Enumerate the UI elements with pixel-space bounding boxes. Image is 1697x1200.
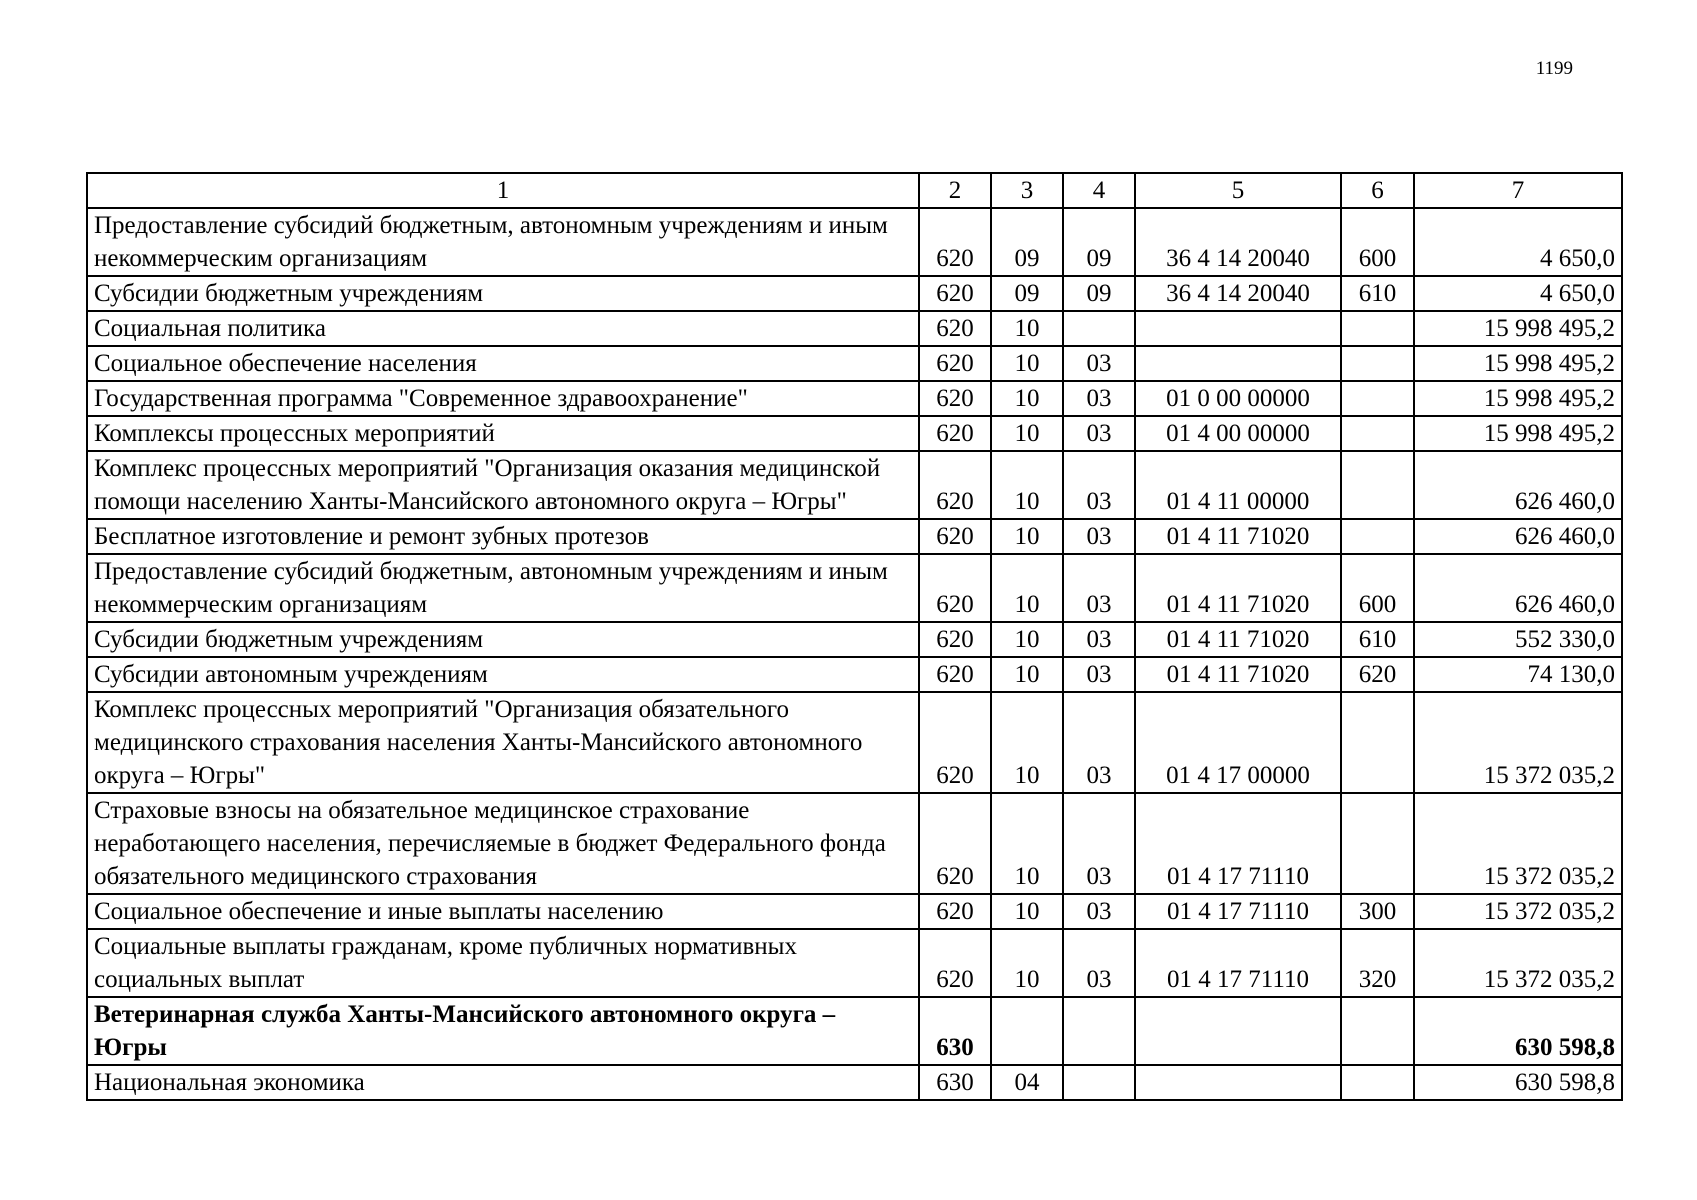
table-row	[87, 997, 1622, 1065]
cell-col-2: 630	[919, 997, 991, 1065]
cell-col-4: 03	[1063, 381, 1135, 416]
table-body	[87, 208, 1622, 1100]
cell-col-5	[1135, 346, 1341, 381]
cell-col-6	[1341, 997, 1414, 1065]
cell-col-3: 09	[991, 208, 1063, 276]
table-row	[87, 622, 1622, 657]
cell-amount: 4 650,0	[1414, 208, 1622, 276]
cell-col-6: 600	[1341, 554, 1414, 622]
cell-amount: 626 460,0	[1414, 554, 1622, 622]
cell-col-5: 01 4 11 71020	[1135, 519, 1341, 554]
row-name-cell: Социальная политика	[87, 311, 919, 346]
table-row	[87, 276, 1622, 311]
budget-table	[86, 172, 1623, 1101]
row-name-cell: Субсидии бюджетным учреждениям	[87, 276, 919, 311]
cell-col-5	[1135, 1065, 1341, 1100]
row-name-cell: Комплекс процессных мероприятий "Организация обязательного медицинского страхования населения Ханты-Мансийского автономного округа – Югры"	[87, 692, 919, 793]
cell-col-4: 03	[1063, 929, 1135, 997]
cell-col-2: 620	[919, 793, 991, 894]
column-header: 6	[1341, 173, 1414, 208]
cell-col-5: 01 4 11 71020	[1135, 657, 1341, 692]
cell-col-6: 300	[1341, 894, 1414, 929]
cell-col-6: 320	[1341, 929, 1414, 997]
row-name-cell: Государственная программа "Современное здравоохранение"	[87, 381, 919, 416]
cell-col-4: 03	[1063, 346, 1135, 381]
cell-col-6	[1341, 692, 1414, 793]
cell-col-5: 01 4 11 00000	[1135, 451, 1341, 519]
table-row	[87, 554, 1622, 622]
cell-col-4	[1063, 1065, 1135, 1100]
cell-col-5	[1135, 997, 1341, 1065]
row-name-cell: Страховые взносы на обязательное медицинское страхование неработающего населения, перечисляемые в бюджет Федерального фонда обязательного медицинского страхования	[87, 793, 919, 894]
cell-col-4: 03	[1063, 416, 1135, 451]
cell-col-3: 10	[991, 554, 1063, 622]
cell-amount: 626 460,0	[1414, 519, 1622, 554]
row-name-cell: Социальные выплаты гражданам, кроме публичных нормативных социальных выплат	[87, 929, 919, 997]
column-header: 1	[87, 173, 919, 208]
table-row	[87, 381, 1622, 416]
row-name-cell: Комплексы процессных мероприятий	[87, 416, 919, 451]
row-name-cell: Предоставление субсидий бюджетным, автономным учреждениям и иным некоммерческим организациям	[87, 554, 919, 622]
cell-amount: 15 998 495,2	[1414, 311, 1622, 346]
cell-col-2: 620	[919, 519, 991, 554]
cell-col-6: 620	[1341, 657, 1414, 692]
cell-col-2: 620	[919, 311, 991, 346]
cell-col-6	[1341, 311, 1414, 346]
cell-col-3: 10	[991, 519, 1063, 554]
cell-col-3: 10	[991, 346, 1063, 381]
cell-col-2: 620	[919, 554, 991, 622]
table-row	[87, 451, 1622, 519]
cell-col-2: 620	[919, 276, 991, 311]
header-row	[87, 173, 1622, 208]
cell-col-3: 10	[991, 793, 1063, 894]
row-name-cell: Ветеринарная служба Ханты-Мансийского автономного округа – Югры	[87, 997, 919, 1065]
cell-amount: 15 372 035,2	[1414, 692, 1622, 793]
cell-col-2: 620	[919, 657, 991, 692]
cell-amount: 4 650,0	[1414, 276, 1622, 311]
cell-col-5: 01 4 17 71110	[1135, 929, 1341, 997]
cell-col-3: 10	[991, 692, 1063, 793]
page-number: 1199	[1535, 58, 1573, 79]
cell-col-5: 01 4 17 71110	[1135, 894, 1341, 929]
cell-amount: 15 998 495,2	[1414, 381, 1622, 416]
cell-col-2: 620	[919, 451, 991, 519]
cell-col-3: 10	[991, 451, 1063, 519]
cell-col-6	[1341, 519, 1414, 554]
cell-col-3: 04	[991, 1065, 1063, 1100]
row-name-cell: Социальное обеспечение и иные выплаты населению	[87, 894, 919, 929]
table-row	[87, 311, 1622, 346]
cell-col-4: 03	[1063, 622, 1135, 657]
cell-col-3: 10	[991, 894, 1063, 929]
cell-col-2: 620	[919, 894, 991, 929]
cell-col-6	[1341, 381, 1414, 416]
cell-amount: 74 130,0	[1414, 657, 1622, 692]
cell-amount: 15 998 495,2	[1414, 346, 1622, 381]
cell-col-6: 600	[1341, 208, 1414, 276]
cell-col-3: 10	[991, 657, 1063, 692]
cell-col-2: 620	[919, 416, 991, 451]
cell-col-5: 36 4 14 20040	[1135, 276, 1341, 311]
cell-col-4: 03	[1063, 793, 1135, 894]
cell-amount: 626 460,0	[1414, 451, 1622, 519]
cell-col-4	[1063, 997, 1135, 1065]
cell-amount: 630 598,8	[1414, 997, 1622, 1065]
column-header: 4	[1063, 173, 1135, 208]
cell-col-2: 620	[919, 381, 991, 416]
cell-col-5	[1135, 311, 1341, 346]
cell-col-2: 620	[919, 929, 991, 997]
row-name-cell: Социальное обеспечение населения	[87, 346, 919, 381]
cell-col-5: 01 4 00 00000	[1135, 416, 1341, 451]
row-name-cell: Субсидии бюджетным учреждениям	[87, 622, 919, 657]
table-row	[87, 894, 1622, 929]
cell-amount: 15 372 035,2	[1414, 894, 1622, 929]
cell-col-5: 01 4 17 00000	[1135, 692, 1341, 793]
cell-col-3: 10	[991, 416, 1063, 451]
cell-amount: 15 372 035,2	[1414, 929, 1622, 997]
table-row	[87, 346, 1622, 381]
cell-amount: 15 998 495,2	[1414, 416, 1622, 451]
column-header: 3	[991, 173, 1063, 208]
cell-amount: 552 330,0	[1414, 622, 1622, 657]
cell-col-3: 10	[991, 622, 1063, 657]
table-row	[87, 1065, 1622, 1100]
table-row	[87, 793, 1622, 894]
cell-col-6	[1341, 416, 1414, 451]
cell-col-3: 10	[991, 311, 1063, 346]
row-name-cell: Национальная экономика	[87, 1065, 919, 1100]
cell-col-4: 09	[1063, 208, 1135, 276]
cell-col-3: 10	[991, 381, 1063, 416]
cell-col-2: 620	[919, 346, 991, 381]
cell-col-6	[1341, 1065, 1414, 1100]
table-row	[87, 416, 1622, 451]
column-header: 2	[919, 173, 991, 208]
cell-col-4: 03	[1063, 692, 1135, 793]
cell-col-4: 03	[1063, 554, 1135, 622]
column-header: 5	[1135, 173, 1341, 208]
cell-col-3: 09	[991, 276, 1063, 311]
cell-col-4: 03	[1063, 657, 1135, 692]
cell-col-4	[1063, 311, 1135, 346]
cell-col-6	[1341, 451, 1414, 519]
cell-col-6	[1341, 793, 1414, 894]
cell-col-4: 09	[1063, 276, 1135, 311]
cell-col-2: 630	[919, 1065, 991, 1100]
cell-col-2: 620	[919, 692, 991, 793]
cell-col-6: 610	[1341, 622, 1414, 657]
cell-col-5: 01 4 11 71020	[1135, 554, 1341, 622]
cell-col-3	[991, 997, 1063, 1065]
table-row	[87, 657, 1622, 692]
cell-amount: 15 372 035,2	[1414, 793, 1622, 894]
cell-amount: 630 598,8	[1414, 1065, 1622, 1100]
cell-col-5: 01 4 11 71020	[1135, 622, 1341, 657]
cell-col-4: 03	[1063, 894, 1135, 929]
cell-col-2: 620	[919, 622, 991, 657]
cell-col-3: 10	[991, 929, 1063, 997]
cell-col-5: 01 4 17 71110	[1135, 793, 1341, 894]
row-name-cell: Комплекс процессных мероприятий "Организация оказания медицинской помощи населению Ханты-Мансийского автономного округа – Югры"	[87, 451, 919, 519]
column-header: 7	[1414, 173, 1622, 208]
table-row	[87, 519, 1622, 554]
row-name-cell: Бесплатное изготовление и ремонт зубных протезов	[87, 519, 919, 554]
row-name-cell: Предоставление субсидий бюджетным, автономным учреждениям и иным некоммерческим организациям	[87, 208, 919, 276]
cell-col-4: 03	[1063, 519, 1135, 554]
cell-col-5: 36 4 14 20040	[1135, 208, 1341, 276]
cell-col-6: 610	[1341, 276, 1414, 311]
cell-col-4: 03	[1063, 451, 1135, 519]
table-row	[87, 208, 1622, 276]
table-row	[87, 929, 1622, 997]
cell-col-5: 01 0 00 00000	[1135, 381, 1341, 416]
row-name-cell: Субсидии автономным учреждениям	[87, 657, 919, 692]
cell-col-2: 620	[919, 208, 991, 276]
table-row	[87, 692, 1622, 793]
cell-col-6	[1341, 346, 1414, 381]
